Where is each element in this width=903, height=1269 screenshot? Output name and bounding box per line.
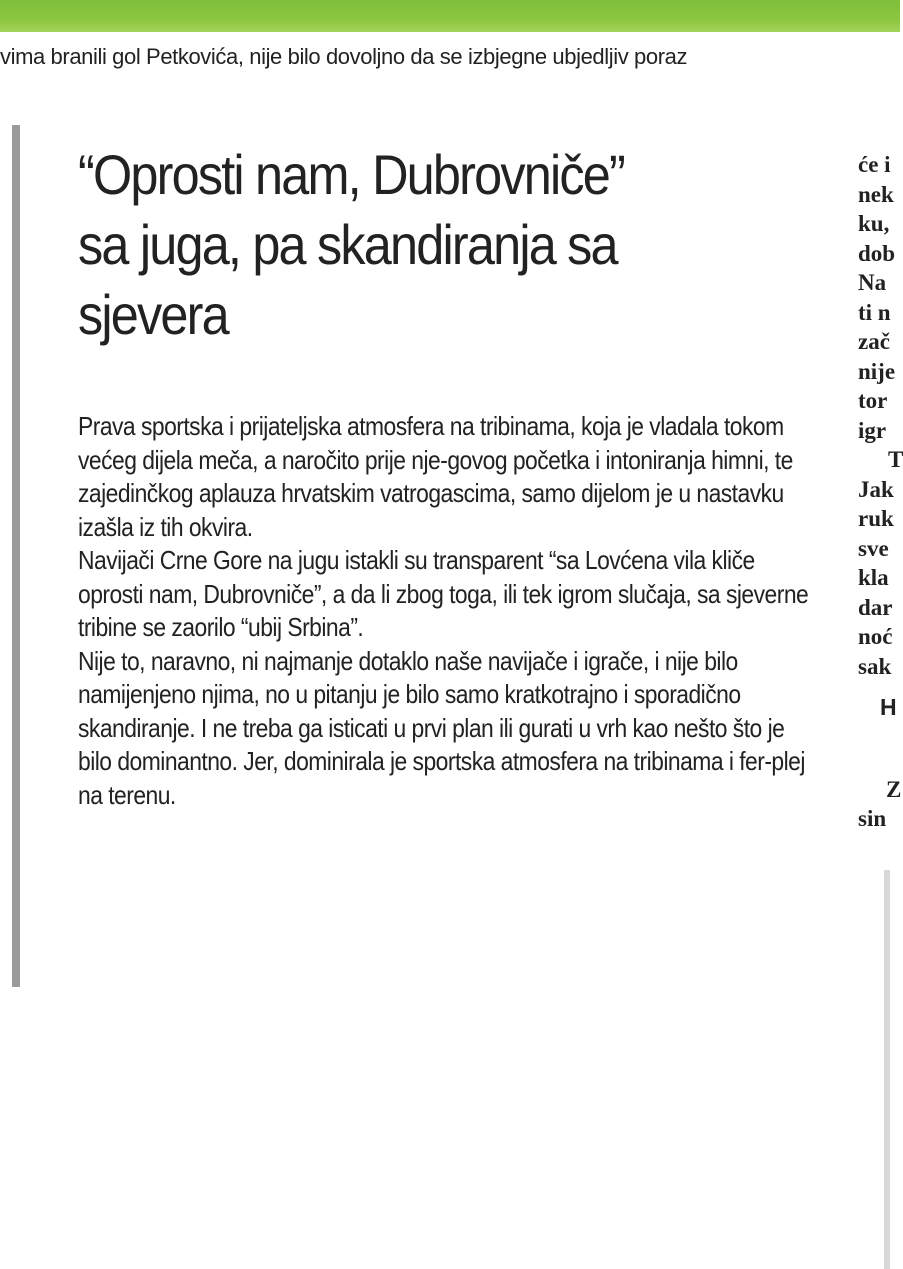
column-line: zač [858, 329, 890, 354]
article-headline [78, 140, 816, 350]
column-line: sin [858, 806, 887, 831]
adjacent-column [858, 150, 903, 834]
column-line: će i [858, 152, 891, 177]
photo-caption: vima branili gol Petkovića, nije bilo dovoljno da se izbjegne ubjedljiv poraz [0, 44, 688, 69]
sidebar-rule [12, 125, 20, 987]
column-line: ti n [858, 299, 891, 325]
column-line: tor [858, 388, 888, 413]
column-line: nek [858, 181, 894, 207]
column-line: sak [858, 653, 892, 679]
column-line: T [888, 447, 903, 472]
column-subhead: H [880, 694, 897, 720]
column-line: ruk [858, 506, 894, 531]
article-body [78, 410, 808, 812]
column-line: dob [858, 240, 896, 266]
column-line: Jak [858, 476, 894, 502]
column-line: Na [858, 270, 887, 295]
headline-line: sa juga, pa skandiranja sa [78, 213, 617, 276]
paragraph: Navijači Crne Gore na jugu istakli su transparent “sa Lovćena vila kliče oprosti nam, Dubrovniče”, a da li zbog toga, ili tek igrom slučaja, sa sjeverne tribine se zaorilo “ubij Srbina”. [78, 545, 809, 642]
column-line: kla [858, 565, 889, 590]
column-line: ku, [858, 211, 890, 236]
headline-line: “Oprosti nam, Dubrovniče” [78, 143, 625, 206]
paragraph: Nije to, naravno, ni najmanje dotaklo naše navijače i igrače, i nije bilo namijenjeno njima, no u pitanju je bilo samo kratkotrajno i sporadično skandiranje. I ne treba ga isticati u prvi plan ili gurati u vrh kao nešto što je bilo dominantno. Jer, dominirala je sportska atmosfera na tribinama i fer-plej na terenu. [78, 645, 805, 810]
column-line: nije [858, 358, 896, 384]
column-line: noć [858, 624, 893, 649]
column-line: sve [858, 535, 889, 561]
column-rule [884, 870, 890, 1269]
column-line: igr [858, 417, 887, 443]
photo-strip [0, 0, 900, 32]
column-line: Z [886, 776, 902, 802]
headline-line: sjevera [78, 283, 228, 346]
column-line: dar [858, 594, 893, 620]
paragraph: Prava sportska i prijateljska atmosfera na tribinama, koja je vladala tokom većeg dijela meča, a naročito prije nje-govog početka i intoniranja himni, te zajedinčkog aplauza hrvatskim vatrogascima, samo dijelom je u nastavku izašla iz tih okvira. [78, 411, 793, 542]
